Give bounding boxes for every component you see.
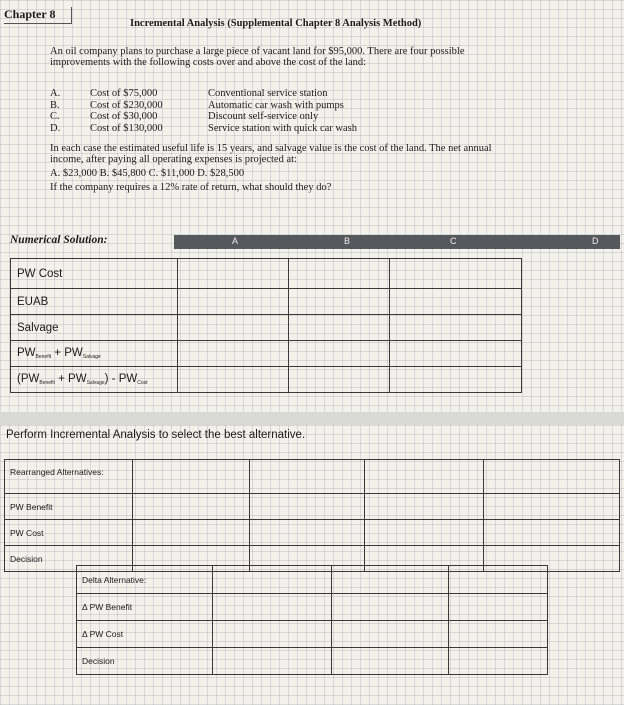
cell[interactable] bbox=[213, 566, 332, 594]
column-header-b: B bbox=[344, 236, 351, 246]
row-label-salvage: Salvage bbox=[11, 315, 178, 341]
table-row bbox=[11, 289, 522, 315]
numerical-solution-title: Numerical Solution: bbox=[10, 234, 108, 246]
cell-b[interactable] bbox=[289, 289, 390, 315]
chapter-label: Chapter 8 bbox=[4, 7, 72, 24]
option-row: C. Cost of $30,000 Discount self-service only bbox=[50, 111, 319, 122]
intro-line-1: An oil company plans to purchase a large piece of vacant land for $95,000. There are four possible bbox=[50, 46, 465, 57]
life-line-2: income, after paying all operating expenses is projected at: bbox=[50, 154, 297, 165]
cell[interactable] bbox=[484, 460, 620, 494]
cell-c[interactable] bbox=[390, 367, 522, 393]
table-row bbox=[11, 315, 522, 341]
row-label-pw-cost: PW Cost bbox=[11, 259, 178, 289]
incremental-title: Perform Incremental Analysis to select the best alternative. bbox=[6, 429, 306, 441]
table-row bbox=[11, 259, 522, 289]
cell-a[interactable] bbox=[178, 259, 289, 289]
cell-a[interactable] bbox=[178, 341, 289, 367]
row-label-pw-sum: $PW_{Benefit} + PW_{Salvage}$ bbox=[11, 341, 178, 367]
cell[interactable] bbox=[250, 520, 365, 546]
row-label-delta-pw-cost: Δ PW Cost bbox=[77, 621, 213, 648]
cell-a[interactable] bbox=[178, 289, 289, 315]
delta-table bbox=[76, 565, 548, 675]
column-header-c: C bbox=[450, 236, 457, 246]
cell[interactable] bbox=[213, 648, 332, 675]
worksheet-title: Incremental Analysis (Supplemental Chapter 8 Analysis Method) bbox=[130, 18, 422, 29]
cell[interactable] bbox=[133, 520, 250, 546]
option-row: D. Cost of $130,000 Service station with quick car wash bbox=[50, 122, 357, 134]
cell-b[interactable] bbox=[289, 315, 390, 341]
table-row bbox=[77, 566, 548, 594]
cell-c[interactable] bbox=[390, 341, 522, 367]
row-label-delta-alternative: Delta Alternative: bbox=[77, 566, 213, 594]
table-row bbox=[77, 648, 548, 675]
cell[interactable] bbox=[449, 566, 548, 594]
table-row bbox=[11, 341, 522, 367]
annual-incomes: A. $23,000 B. $45,800 C. $11,000 D. $28,500 bbox=[50, 168, 245, 179]
column-header-band bbox=[174, 235, 620, 249]
row-label-pw-cost: PW Cost bbox=[5, 520, 133, 546]
cell[interactable] bbox=[332, 594, 449, 621]
options-list bbox=[50, 88, 357, 134]
table-row bbox=[5, 460, 620, 494]
cell[interactable] bbox=[365, 494, 484, 520]
cell-a[interactable] bbox=[178, 367, 289, 393]
option-row: B. Cost of $230,000 Automatic car wash with pumps bbox=[50, 99, 344, 111]
cell[interactable] bbox=[332, 621, 449, 648]
cell-c[interactable] bbox=[390, 259, 522, 289]
table-row bbox=[77, 594, 548, 621]
cell[interactable] bbox=[365, 460, 484, 494]
cell[interactable] bbox=[133, 494, 250, 520]
row-label-decision: Decision bbox=[5, 546, 133, 572]
life-line-1: In each case the estimated useful life is 15 years, and salvage value is the cost of the land. The net annual bbox=[50, 143, 492, 154]
option-row: A. Cost of $75,000 Conventional service station bbox=[50, 88, 328, 99]
cell-b[interactable] bbox=[289, 367, 390, 393]
cell[interactable] bbox=[250, 460, 365, 494]
cell-c[interactable] bbox=[390, 289, 522, 315]
row-label-delta-pw-benefit: Δ PW Benefit bbox=[77, 594, 213, 621]
worksheet-photo-bottom bbox=[0, 425, 624, 705]
cell[interactable] bbox=[133, 460, 250, 494]
cell[interactable] bbox=[449, 621, 548, 648]
cell[interactable] bbox=[213, 621, 332, 648]
cell[interactable] bbox=[484, 494, 620, 520]
intro-line-2: improvements with the following costs over and above the cost of the land: bbox=[50, 57, 367, 68]
row-label-rearranged: Rearranged Alternatives: bbox=[5, 460, 133, 494]
cell-b[interactable] bbox=[289, 341, 390, 367]
column-header-d: D bbox=[592, 236, 599, 246]
row-label-pw-benefit: PW Benefit bbox=[5, 494, 133, 520]
cell[interactable] bbox=[332, 566, 449, 594]
cell[interactable] bbox=[449, 648, 548, 675]
table-row bbox=[11, 367, 522, 393]
question: If the company requires a 12% rate of return, what should they do? bbox=[50, 182, 332, 193]
cell[interactable] bbox=[365, 520, 484, 546]
incremental-table bbox=[4, 459, 620, 572]
table-row bbox=[5, 520, 620, 546]
cell[interactable] bbox=[484, 520, 620, 546]
cell-b[interactable] bbox=[289, 259, 390, 289]
cell[interactable] bbox=[449, 594, 548, 621]
row-label-euab: EUAB bbox=[11, 289, 178, 315]
table-row bbox=[5, 494, 620, 520]
cell-c[interactable] bbox=[390, 315, 522, 341]
cell[interactable] bbox=[213, 594, 332, 621]
row-label-npw: $(PW_{Benefit} + PW_{Salvage}) - PW_{Cost}$ bbox=[11, 367, 178, 393]
cell[interactable] bbox=[250, 494, 365, 520]
row-label-delta-decision: Decision bbox=[77, 648, 213, 675]
table-row bbox=[77, 621, 548, 648]
numerical-solution-table bbox=[10, 258, 522, 393]
cell[interactable] bbox=[332, 648, 449, 675]
column-header-a: A bbox=[232, 236, 239, 246]
cell-a[interactable] bbox=[178, 315, 289, 341]
